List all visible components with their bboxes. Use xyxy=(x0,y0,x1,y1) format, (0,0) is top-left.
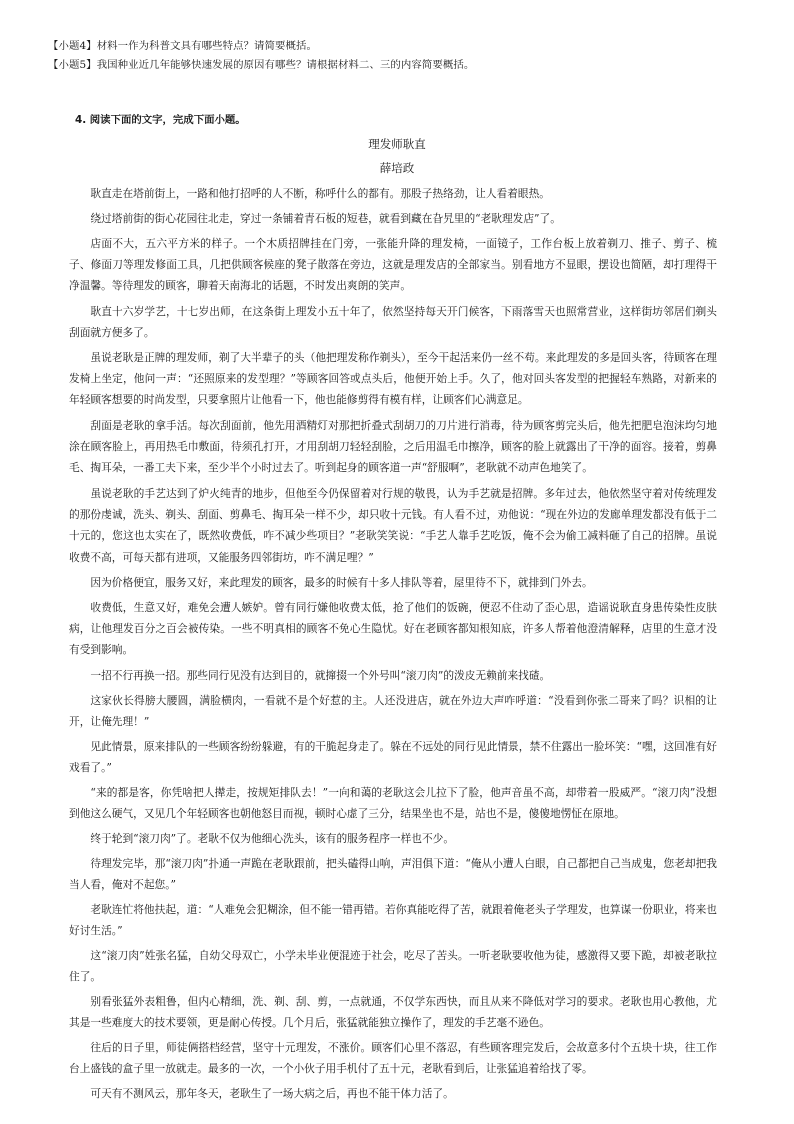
question-tag: 【小题5】 xyxy=(48,59,97,71)
story-title: 理发师耿直 xyxy=(368,137,426,151)
paragraph: 刮面是老耿的拿手活。每次刮面前，他先用酒精灯对那把折叠式刮胡刀的刀片进行消毒，待为顾客剪完头后，他先把肥皂泡沫均匀地涂在顾客脸上，再用热毛巾敷面，待须孔打开，才用刮胡刀轻轻刮脸，之后用温毛巾擦净，顾客的脸上就露出了干净的面容。接着，剪鼻毛、掏耳朵，一番工夫下来，至少半个小时过去了。听到起身的顾客道一声“舒服啊”，老耿就不动声色地笑了。 xyxy=(69,419,717,475)
paragraph: 待理发完毕，那“滚刀肉”扑通一声跪在老耿跟前，把头磕得山响，声泪俱下道：“俺从小遭人白眼，自己都把自己当成鬼，您老却把我当人看，俺对不起您。” xyxy=(69,857,717,892)
paragraph: “来的都是客，你凭啥把人撵走，按规矩排队去！”一向和蔼的老耿这会儿拉下了脸，他声音虽不高，却带着一股威严。“滚刀肉”没想到他这么硬气，又见几个年轻顾客也朝他怒目而视，顿时心虚了三分，结果坐也不是，站也不是，傻傻地愣怔在原地。 xyxy=(69,786,717,821)
paragraph: 绕过塔前街的街心花园往北走，穿过一条铺着青石板的短巷，就看到藏在旮旯里的“老耿理发店”了。 xyxy=(90,212,561,225)
paragraph: 这“滚刀肉”姓张名猛，自幼父母双亡，小学未毕业便混迹于社会，吃尽了苦头。一听老耿要收他为徒，感激得又要下跪，却被老耿拉住了。 xyxy=(69,949,717,984)
question-text: 材料一作为科普文具有哪些特点？请简要概括。 xyxy=(96,40,317,52)
paragraph: 可天有不测风云，那年冬天，老耿生了一场大病之后，再也不能干体力活了。 xyxy=(90,1087,454,1100)
story-author: 薛培政 xyxy=(379,161,415,175)
section-heading: 4. 阅读下面的文字，完成下面小题。 xyxy=(75,114,246,126)
question-text: 我国种业近几年能够快速发展的原因有哪些？请根据材料二、三的内容简要概括。 xyxy=(96,59,475,71)
paragraph: 终于轮到“滚刀肉”了。老耿不仅为他细心洗头，该有的服务程序一样也不少。 xyxy=(90,832,455,845)
question-4 xyxy=(48,39,748,53)
paragraph: 往后的日子里，师徒俩搭档经营，坚守十元理发，不涨价。顾客们心里不落忍，有些顾客理完发后，会故意多付个五块十块，往工作台上盛钱的盒子里一放就走。最多的一次，一个小伙子用手机付了五十元，老耿看到后，让张猛追着给找了零。 xyxy=(69,1041,717,1076)
paragraph: 别看张猛外表粗鲁，但内心精细，洗、剃、刮、剪，一点就通，不仅学东西快，而且从来不降低对学习的要求。老耿也用心教他，尤其是一些难度大的技术要领，更是耐心传授。几个月后，张猛就能独立操作了，理发的手艺毫不逊色。 xyxy=(69,995,717,1030)
paragraph: 这家伙长得膀大腰圆，满脸横肉，一看就不是个好惹的主。人还没进店，就在外边大声咋呼道：“没看到你张二哥来了吗？识相的让开，让俺先理！” xyxy=(69,694,717,729)
paragraph: 耿直十六岁学艺，十七岁出师，在这条街上理发小五十年了，依然坚持每天开门候客，下雨落雪天也照常营业，这样街坊邻居们剃头刮面就方便多了。 xyxy=(69,305,717,340)
paragraph: 虽说老耿的手艺达到了炉火纯青的地步，但他至今仍保留着对行规的敬畏，认为手艺就是招牌。多年过去，他依然坚守着对传统理发的那份虔诚，洗头、剃头、刮面、剪鼻毛、掏耳朵一样不少，却只收十元钱。有人看不过，劝他说：“现在外边的发廊单理发都没有低于二十元的，您这也太实在了，既然收费低，咋不减少些项目？”老耿笑笑说：“手艺人靠手艺吃饭，俺不会为偷工减料砸了自己的招牌。虽说收费不高，可每天都有进项，又能服务四邻街坊，咋不满足哩？” xyxy=(69,487,717,564)
paragraph: 因为价格便宜，服务又好，来此理发的顾客，最多的时候有十多人排队等着，屋里待不下，就排到门外去。 xyxy=(90,576,593,589)
paragraph: 耿直走在塔前街上，一路和他打招呼的人不断，称呼什么的都有。那股子热络劲，让人看着眼热。 xyxy=(90,187,550,200)
question-5 xyxy=(48,58,748,72)
paragraph: 老耿连忙将他扶起，道：“人难免会犯糊涂，但不能一错再错。若你真能吃得了苦，就跟着俺老头子学理发，也算谋一份职业，将来也好讨生活。” xyxy=(69,903,717,938)
paragraph: 收费低，生意又好，难免会遭人嫉妒。曾有同行嫌他收费太低，抢了他们的饭碗，便忍不住动了歪心思，造谣说耿直身患传染性皮肤病，让他理发百分之百会被传染。一些不明真相的顾客不免心生隐忧。好在老顾客都知根知底，许多人帮着他澄清解释，店里的生意才没有受到影响。 xyxy=(69,601,717,657)
paragraph: 虽说老耿是正牌的理发师，剃了大半辈子的头（他把理发称作剃头），至今干起活来仍一丝不苟。来此理发的多是回头客，待顾客在理发椅上坐定，他问一声：“还照原来的发型理？”等顾客回答或点头后，他便开始上手。久了，他对回头客发型的把握轻车熟路，对新来的年轻顾客想要的时尚发型，只要拿照片让他看一下，他也能修剪得有模有样，让顾客们心满意足。 xyxy=(69,351,717,407)
paragraph: 一招不行再换一招。那些同行见没有达到目的，就撺掇一个外号叫“滚刀肉”的泼皮无赖前来找碴。 xyxy=(90,669,551,682)
paragraph: 见此情景，原来排队的一些顾客纷纷躲避，有的干脆起身走了。躲在不远处的同行见此情景，禁不住露出一脸坏笑：“嘿，这回准有好戏看了。” xyxy=(69,740,717,775)
paragraph: 店面不大，五六平方米的样子。一个木质招牌挂在门旁，一张能升降的理发椅，一面镜子，工作台板上放着剃刀、推子、剪子、梳子、修面刀等理发修面工具，几把供顾客候座的凳子散落在旁边，这就是理发店的全部家当。别看地方不显眼，摆设也简陋，却打理得干净温馨。等待理发的顾客，聊着天南海北的话题，不时发出爽朗的笑声。 xyxy=(69,237,717,293)
question-tag: 【小题4】 xyxy=(48,40,97,52)
